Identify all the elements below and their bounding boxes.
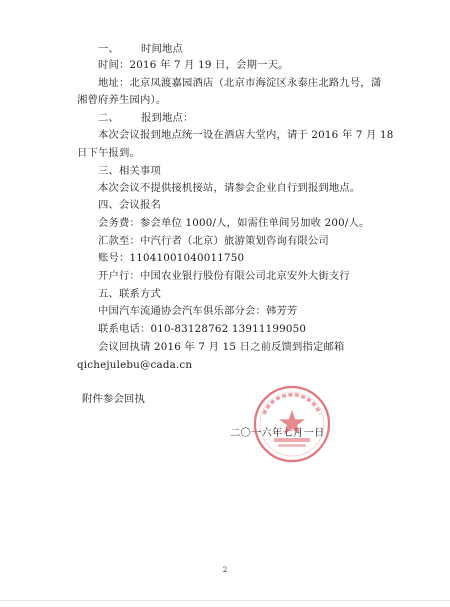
attachment-note: 附件参会回执 [82, 393, 145, 405]
section-4-heading: 四、会议报名 [98, 199, 161, 211]
contact-org-line: 中国汽车流通协会汽车俱乐部分会：韩芳芳 [98, 305, 298, 317]
section-1-title: 时间地点 [141, 43, 183, 55]
section-2-number: 二、 [98, 112, 119, 124]
fee-line: 会务费：参会单位 1000/人，如需住单间另加收 200/人。 [98, 217, 370, 229]
receipt-line-1: 会议回执请 2016 年 7 月 15 日之前反馈到指定邮箱 [98, 341, 345, 353]
section-3-heading: 三、相关事项 [98, 165, 161, 177]
contact-phone-line: 联系电话：010-83128762 13911199050 [98, 323, 307, 335]
section-2-title: 报到地点： [141, 112, 194, 124]
payee-line: 汇款至：中汽行者（北京）旅游策划咨询有限公司 [98, 235, 329, 247]
section-1-number: 一、 [98, 43, 119, 55]
matters-text: 本次会议不提供接机接站，请参会企业自行到报到地点。 [98, 182, 361, 194]
section-2-heading [98, 111, 193, 125]
document-date: 二〇一六年七月一日 [230, 427, 325, 439]
section-5-heading: 五、联系方式 [98, 288, 161, 300]
registration-text-1: 本次会议报到地点统一设在酒店大堂内，请于 2016 年 7 月 18 [98, 129, 394, 141]
bank-line: 开户行：中国农业银行股份有限公司北京安外大街支行 [98, 270, 350, 282]
address-line-2: 湘曾府养生园内）。 [77, 94, 167, 106]
official-seal-stamp [252, 384, 332, 464]
registration-text-2: 日下午报到。 [77, 147, 140, 159]
address-line-1: 地址：北京凤渡嘉园酒店（北京市海淀区永泰庄北路九号，潇 [98, 77, 382, 89]
page-number: 2 [222, 566, 228, 574]
section-1-heading [98, 42, 183, 56]
account-line: 账号：11041001040011750 [98, 252, 245, 264]
receipt-email: qichejulebu@cada.cn [77, 359, 193, 371]
footer-divider [0, 600, 450, 601]
time-line: 时间：2016 年 7 月 19 日，会期一天。 [98, 59, 289, 71]
